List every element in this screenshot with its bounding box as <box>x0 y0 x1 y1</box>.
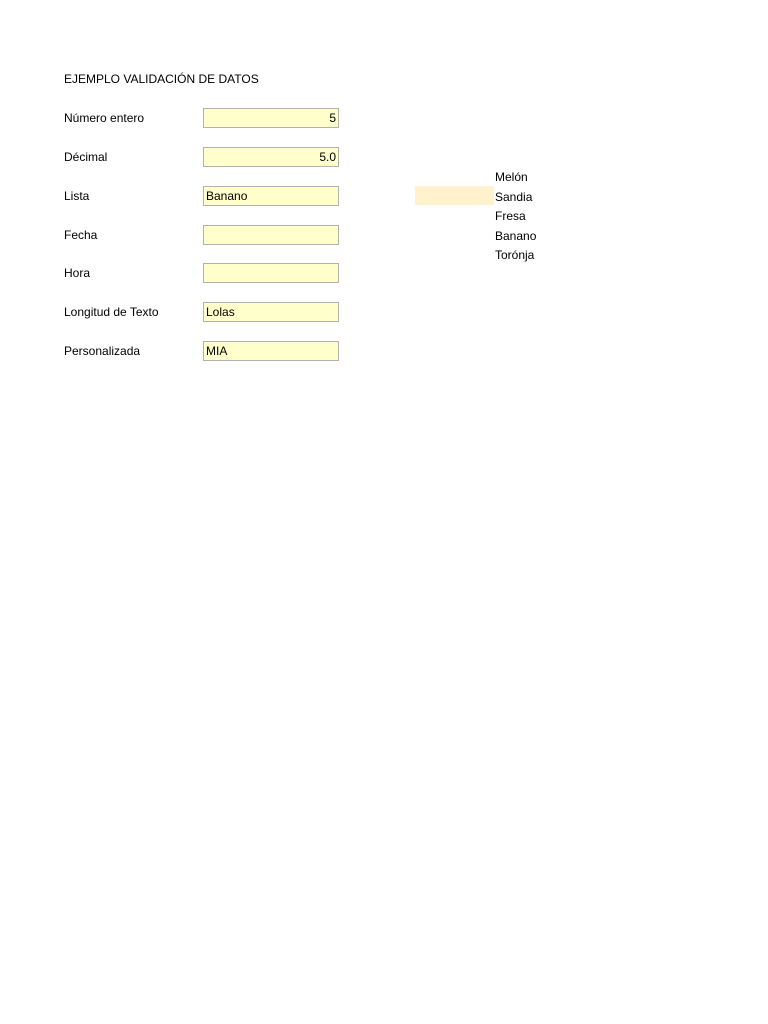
input-lista-dropdown[interactable]: Banano <box>203 186 339 206</box>
input-longitud-texto[interactable]: Lolas <box>203 302 339 322</box>
label-lista: Lista <box>64 189 90 203</box>
list-item[interactable]: Fresa <box>495 209 526 223</box>
list-item[interactable]: Torónja <box>495 248 535 262</box>
list-item[interactable]: Melón <box>495 170 528 184</box>
list-item[interactable]: Banano <box>495 228 537 243</box>
label-decimal: Décimal <box>64 150 108 164</box>
input-fecha[interactable] <box>203 225 339 245</box>
input-hora[interactable] <box>203 263 339 283</box>
input-decimal[interactable]: 5.0 <box>203 147 339 167</box>
input-numero-entero[interactable]: 5 <box>203 108 339 128</box>
label-longitud-texto: Longitud de Texto <box>64 305 159 319</box>
list-item[interactable]: Sandia <box>495 189 533 204</box>
label-personalizada: Personalizada <box>64 344 141 358</box>
label-hora: Hora <box>64 266 91 280</box>
input-personalizada[interactable]: MIA <box>203 341 339 361</box>
sheet-title: EJEMPLO VALIDACIÓN DE DATOS <box>64 72 259 86</box>
list-source-column <box>495 168 536 266</box>
label-numero-entero: Número entero <box>64 111 145 125</box>
label-fecha: Fecha <box>64 228 98 242</box>
highlighted-cell[interactable] <box>415 186 494 205</box>
